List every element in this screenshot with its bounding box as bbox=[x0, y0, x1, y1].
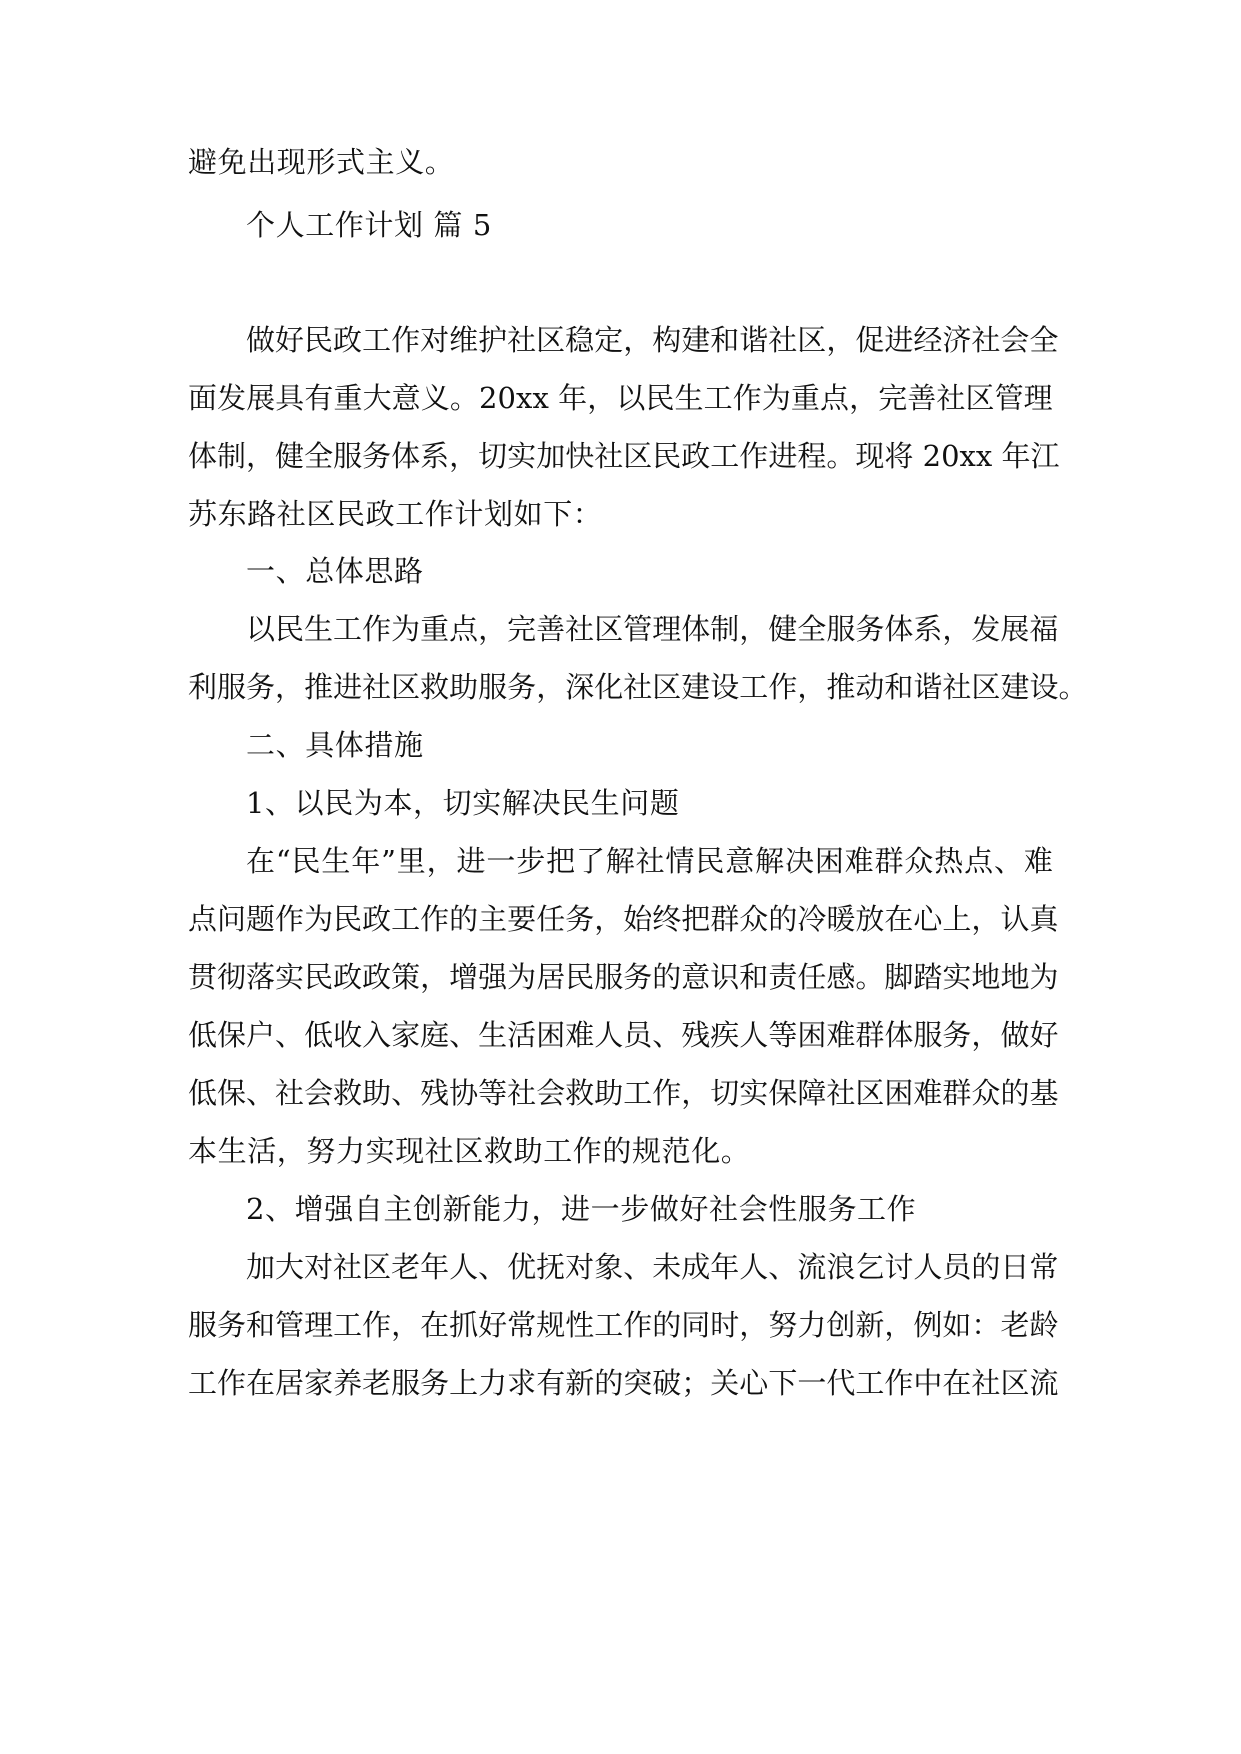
paragraph-line: 利 服 务 ， 推 进 社 区 救 助 服 务 ， 深 化 社 区 建 设 工 作 ， 推 动 和 谐 社 区 建 设 。 bbox=[188, 670, 1088, 704]
paragraph-line: 贯 彻 落 实 民 政 政 策 ， 增 强 为 居 民 服 务 的 意 识 和 责 任 感 。 脚 踏 实 地 地 为 bbox=[188, 960, 1059, 994]
paragraph-line: 工 作 在 居 家 养 老 服 务 上 力 求 有 新 的 突 破 ； 关 心 下 一 代 工 作 中 在 社 区 流 bbox=[188, 1366, 1059, 1400]
paragraph-line: 以 民 生 工 作 为 重 点 ， 完 善 社 区 管 理 体 制 ， 健 全 服 务 体 系 ， 发 展 福 bbox=[246, 612, 1059, 646]
paragraph-line: 点 问 题 作 为 民 政 工 作 的 主 要 任 务 ， 始 终 把 群 众 的 冷 暖 放 在 心 上 ， 认 真 bbox=[188, 902, 1059, 936]
paragraph-line: 低 保 、 社 会 救 助 、 残 协 等 社 会 救 助 工 作 ， 切 实 保 障 社 区 困 难 群 众 的 基 bbox=[188, 1076, 1059, 1110]
paragraph-line: 低 保 户 、 低 收 入 家 庭 、 生 活 困 难 人 员 、 残 疾 人 等 困 难 群 体 服 务 ， 做 好 bbox=[188, 1018, 1059, 1052]
text-line: 避免出现形式主义。 bbox=[188, 145, 455, 179]
subheading-innovation: 2、增强自主创新能力，进一步做好社会性服务工作 bbox=[246, 1192, 917, 1226]
heading-overall-approach: 一、总体思路 bbox=[246, 554, 424, 588]
paragraph-line: 在 “ 民 生 年 ” 里 ， 进 一 步 把 了 解 社 情 民 意 解 决 困 难 群 众 热 点 、 难 bbox=[246, 844, 1053, 878]
paragraph-line: 服 务 和 管 理 工 作 ， 在 抓 好 常 规 性 工 作 的 同 时 ， 努 力 创 新 ， 例 如 ： 老 龄 bbox=[188, 1308, 1059, 1342]
paragraph-line: 本生活，努力实现社区救助工作的规范化。 bbox=[188, 1134, 751, 1168]
intro-line: 做 好 民 政 工 作 对 维 护 社 区 稳 定 ， 构 建 和 谐 社 区 ， 促 进 经 济 社 会 全 bbox=[246, 323, 1059, 357]
heading-specific-measures: 二、具体措施 bbox=[246, 728, 424, 762]
intro-line: 苏东路社区民政工作计划如下： bbox=[188, 497, 603, 531]
section-title: 个人工作计划 篇 5 bbox=[246, 208, 492, 242]
paragraph-line: 加 大 对 社 区 老 年 人 、 优 抚 对 象 、 未 成 年 人 、 流 浪 乞 讨 人 员 的 日 常 bbox=[246, 1250, 1059, 1284]
intro-line: 体 制 ， 健 全 服 务 体 系 ， 切 实 加 快 社 区 民 政 工 作 进 程 。 现 将 2 0 x x 年 江 bbox=[188, 439, 1060, 473]
subheading-people-oriented: 1、以民为本，切实解决民生问题 bbox=[246, 786, 680, 820]
intro-line: 面 发 展 具 有 重 大 意 义 。 2 0 x x 年 ， 以 民 生 工 作 为 重 点 ， 完 善 社 区 管 理 bbox=[188, 381, 1053, 415]
